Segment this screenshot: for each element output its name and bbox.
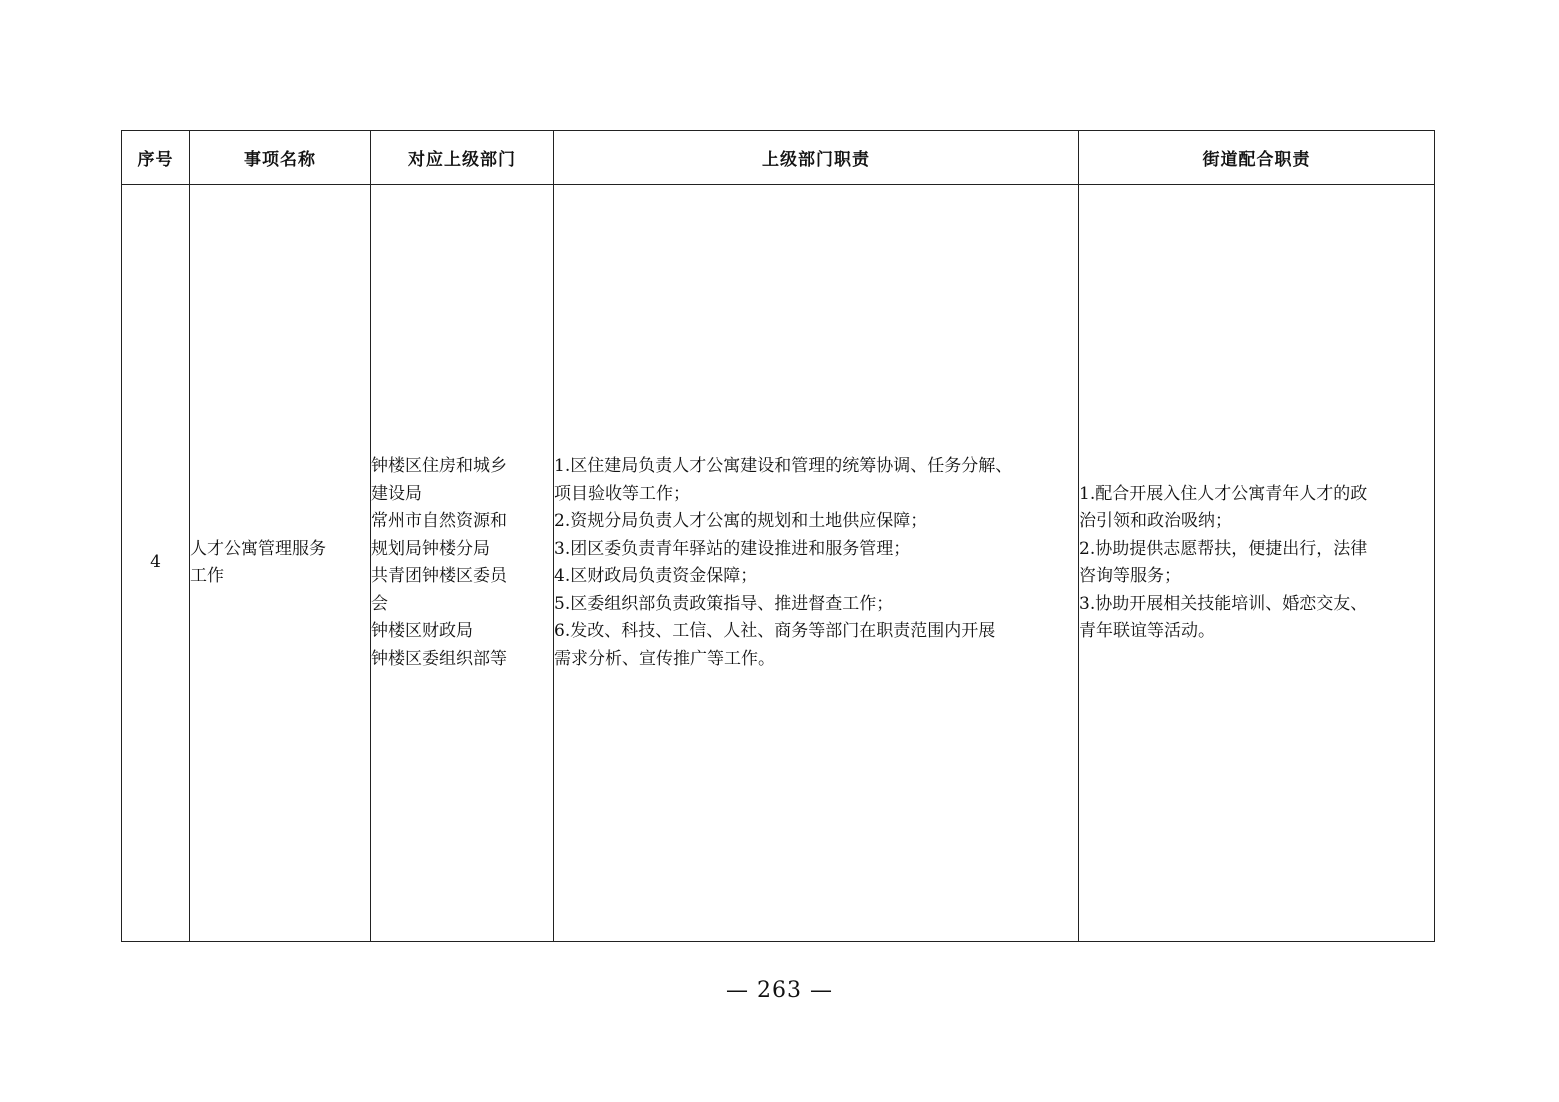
street-duty-line: 3.协助开展相关技能培训、婚恋交友、 <box>1079 593 1368 614</box>
table-header-row <box>122 131 1435 185</box>
cell-department-duties <box>554 185 1079 942</box>
duty-line: 6.发改、科技、工信、人社、商务等部门在职责范围内开展 <box>554 621 996 641</box>
department-line: 钟楼区住房和城乡 <box>371 456 507 476</box>
header-department: 对应上级部门 <box>371 131 554 185</box>
duty-line: 需求分析、宣传推广等工作。 <box>554 648 775 669</box>
table-row <box>122 185 1435 942</box>
department-line: 会 <box>371 593 388 614</box>
street-duty-line: 1.配合开展入住人才公寓青年人才的政 <box>1079 483 1368 504</box>
street-duty-line: 青年联谊等活动。 <box>1079 621 1215 641</box>
department-line: 建设局 <box>371 483 422 504</box>
duty-line: 3.团区委负责青年驿站的建设推进和服务管理； <box>554 538 911 559</box>
item-name-line: 工作 <box>190 566 224 586</box>
duty-line: 1.区住建局负责人才公寓建设和管理的统筹协调、任务分解、 <box>554 456 1013 476</box>
header-no: 序号 <box>122 131 190 185</box>
page-number: — 263 — <box>726 978 833 1003</box>
street-duty-line: 2.协助提供志愿帮扶，便捷出行，法律 <box>1079 538 1368 559</box>
header-department-duties: 上级部门职责 <box>554 131 1079 185</box>
cell-street-duties <box>1079 185 1435 942</box>
duty-line: 5.区委组织部负责政策指导、推进督查工作； <box>554 593 894 614</box>
street-duty-line: 咨询等服务； <box>1079 566 1181 586</box>
cell-item-name <box>190 185 371 942</box>
duty-line: 2.资规分局负责人才公寓的规划和土地供应保障； <box>554 511 928 531</box>
duty-table <box>121 130 1435 942</box>
duty-line: 4.区财政局负责资金保障； <box>554 566 758 586</box>
header-street-duties: 街道配合职责 <box>1079 131 1435 185</box>
duty-line: 项目验收等工作； <box>554 483 690 504</box>
department-line: 规划局钟楼分局 <box>371 538 490 559</box>
header-item-name: 事项名称 <box>190 131 371 185</box>
department-line: 共青团钟楼区委员 <box>371 566 507 586</box>
department-line: 钟楼区委组织部等 <box>371 648 507 669</box>
department-line: 常州市自然资源和 <box>371 511 507 531</box>
street-duty-line: 治引领和政治吸纳； <box>1079 511 1232 531</box>
cell-no: 4 <box>122 185 190 942</box>
cell-departments <box>371 185 554 942</box>
item-name-line: 人才公寓管理服务 <box>190 538 326 559</box>
department-line: 钟楼区财政局 <box>371 621 473 641</box>
